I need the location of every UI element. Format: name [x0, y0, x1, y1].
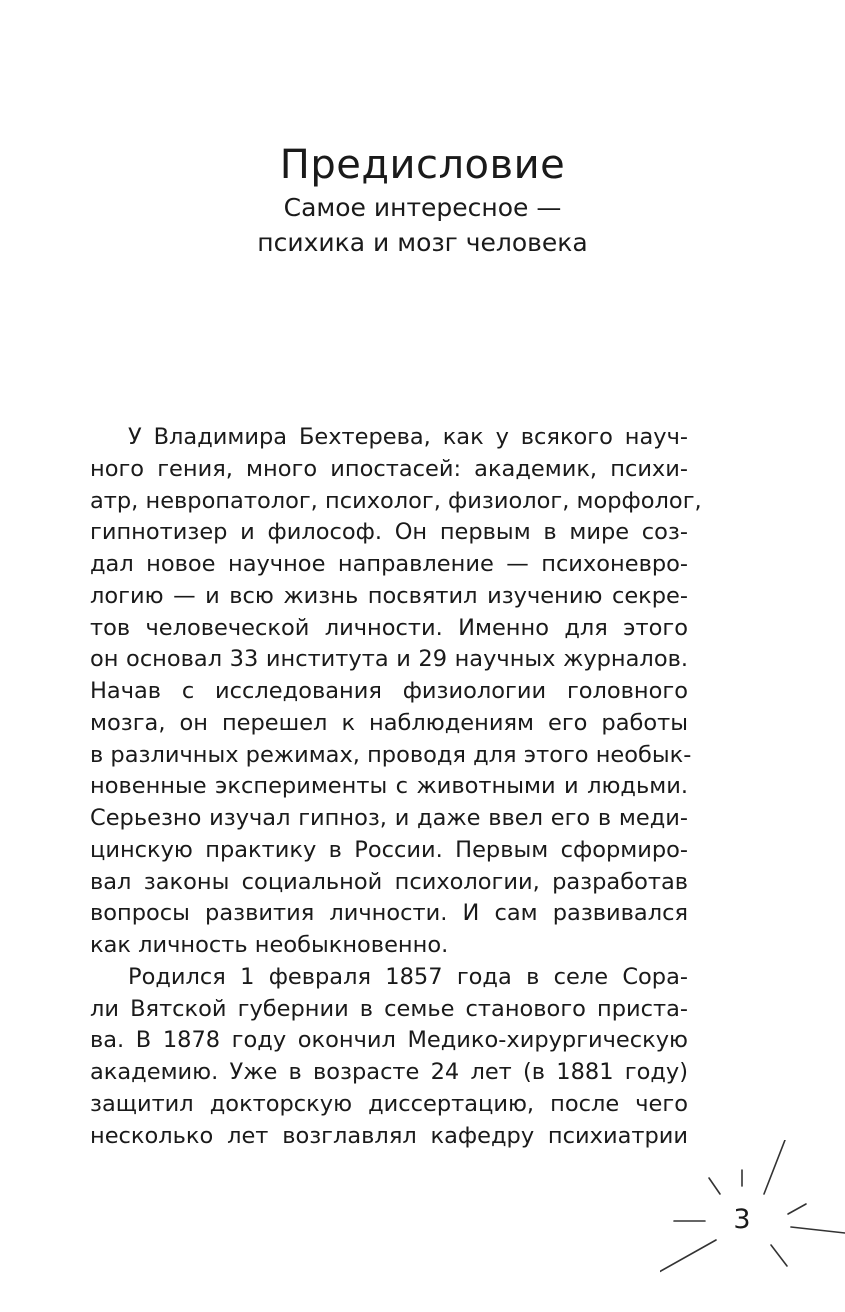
text-line: новенные эксперименты с животными и людьми. — [90, 773, 688, 800]
text-line: вопросы развития личности. И сам развивался — [90, 900, 688, 927]
text-line: Начав с исследования физиологии головного — [90, 678, 688, 704]
ray-line — [788, 1204, 806, 1214]
text-line: атр, невропатолог, психолог, физиолог, морфолог, — [90, 487, 702, 514]
text-line: Серьезно изучал гипноз, и даже ввел его в меди- — [90, 805, 688, 831]
paragraph-1 — [90, 422, 702, 962]
text-line: мозга, он перешел к наблюдениям его работы — [90, 709, 688, 736]
text-line: защитил докторскую диссертацию, после чего — [90, 1090, 688, 1117]
text-line: цинскую практику в России. Первым сформиро- — [90, 836, 688, 863]
text-line: ва. В 1878 году окончил Медико-хирургическую — [90, 1027, 688, 1054]
ray-line — [660, 1240, 716, 1308]
text-line: тов человеческой личности. Именно для этого — [90, 614, 688, 641]
ray-line — [709, 1178, 720, 1194]
ray-line — [771, 1245, 787, 1266]
text-line: дал новое научное направление — психоневро- — [90, 551, 688, 577]
text-line: Родился 1 февраля 1857 года в селе Сора- — [128, 963, 688, 990]
chapter-heading — [0, 140, 845, 260]
text-line: в различных режимах, проводя для этого необык- — [90, 741, 692, 768]
paragraph-2 — [90, 962, 688, 1153]
ray-line — [791, 1227, 845, 1233]
text-line: логию — и всю жизнь посвятил изучению секре- — [90, 582, 688, 609]
chapter-subtitle-line: Самое интересное — — [283, 193, 562, 222]
chapter-subtitle-line: психика и мозг человека — [257, 228, 588, 257]
text-line: У Владимира Бехтерева, как у всякого науч- — [128, 424, 688, 450]
page-number: 3 — [733, 1204, 751, 1235]
body-text — [90, 422, 702, 1152]
ray-line — [764, 1140, 785, 1194]
text-line: ли Вятской губернии в семье станового приста- — [90, 995, 688, 1022]
text-line: как личность необыкновенно. — [90, 932, 449, 958]
text-line: гипнотизер и философ. Он первым в мире соз- — [90, 519, 688, 546]
chapter-title: Предисловие — [279, 142, 566, 188]
text-line: ного гения, много ипостасей: академик, психи- — [90, 455, 688, 482]
text-line: вал законы социальной психологии, разработав — [90, 868, 688, 895]
text-line: он основал 33 института и 29 научных журналов. — [90, 646, 688, 673]
text-line: несколько лет возглавлял кафедру психиатрии — [90, 1122, 688, 1149]
text-line: академию. Уже в возрасте 24 лет (в 1881 году) — [90, 1059, 688, 1085]
